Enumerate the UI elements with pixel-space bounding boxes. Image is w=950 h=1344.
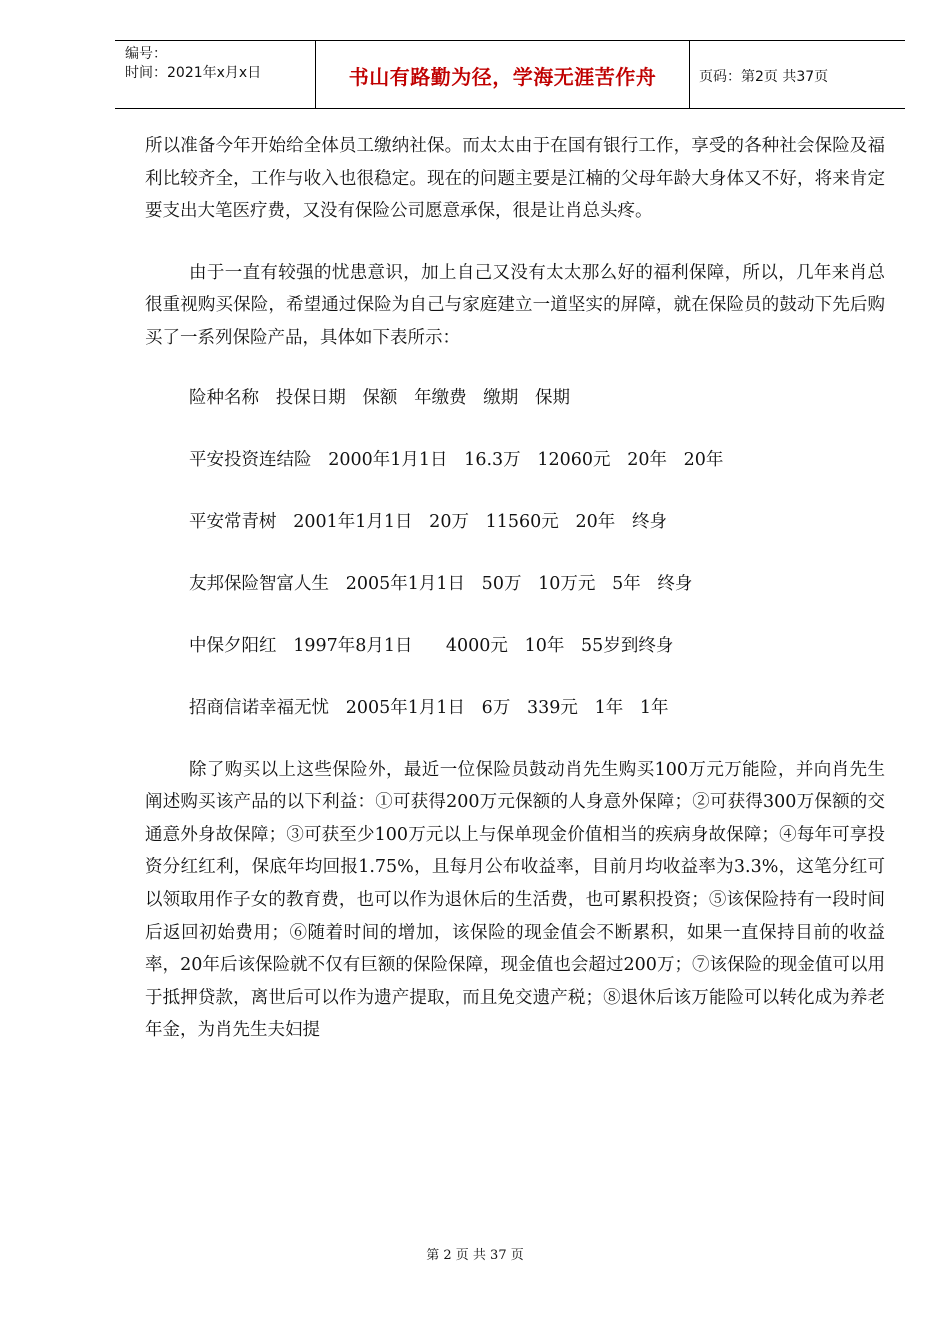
header-motto-cell <box>315 41 690 108</box>
table-header-row: 险种名称 投保日期 保额 年缴费 缴期 保期 <box>189 387 570 408</box>
table-row: 中保夕阳红 1997年8月1日 4000元 10年 55岁到终身 <box>189 635 674 656</box>
table-row: 平安常青树 2001年1月1日 20万 11560元 20年 终身 <box>189 511 667 532</box>
motto: 书山有路勤为径，学海无涯苦作舟 <box>348 65 657 89</box>
paragraph: 所以准备今年开始给全体员工缴纳社保。而太太由于在国有银行工作，享受的各种社会保险及福利比较齐全，工作与收入也很稳定。现在的问题主要是江楠的父母年龄大身体又不好，将来肯定要支出大笔医疗费，又没有保险公司愿意承保，很是让肖总头疼。 <box>145 136 885 222</box>
document-body <box>145 130 885 1047</box>
time-label: 时间：2021年x月x日 <box>125 65 262 81</box>
table-row: 招商信诺幸福无忧 2005年1月1日 6万 339元 1年 1年 <box>189 697 669 718</box>
paragraph: 除了购买以上这些保险外，最近一位保险员鼓动肖先生购买100万元万能险，并向肖先生阐述购买该产品的以下利益：①可获得200万元保额的人身意外保障；②可获得300万保额的交通意外身故保障；③可获至少100万元以上与保单现金价值相当的疾病身故保障；④每年可享投资分红红利，保底年均回报1.75%，且每月公布收益率，目前月均收益率为3.3%，这笔分红可以领取用作子女的教育费，也可以作为退休后的生活费，也可累积投资；⑤该保险持有一段时间后返回初始费用；⑥随着时间的增加，该保险的现金值会不断累积，如果一直保持目前的收益率，20年后该保险就不仅有巨额的保险保障，现金值也会超过200万；⑦该保险的现金值可以用于抵押贷款，离世后可以作为遗产提取，而且免交遗产税；⑧退休后该万能险可以转化成为养老年金，为肖先生夫妇提 <box>145 759 885 1041</box>
table-row: 友邦保险智富人生 2005年1月1日 50万 10万元 5年 终身 <box>189 573 693 594</box>
page-footer: 第 2 页 共 37 页 <box>426 1248 524 1263</box>
number-label: 编号： <box>125 46 167 62</box>
header-page-cell <box>689 41 905 108</box>
page-header <box>115 40 905 109</box>
header-meta <box>115 41 315 108</box>
page-label: 页码：第2页 共37页 <box>699 69 829 85</box>
table-row: 平安投资连结险 2000年1月1日 16.3万 12060元 20年 20年 <box>189 449 724 470</box>
insurance-table <box>145 382 885 754</box>
paragraph: 由于一直有较强的忧患意识，加上自己又没有太太那么好的福利保障，所以，几年来肖总很重视购买保险，希望通过保险为自己与家庭建立一道坚实的屏障，就在保险员的鼓动下先后购买了一系列保险产品，具体如下表所示： <box>145 262 885 348</box>
